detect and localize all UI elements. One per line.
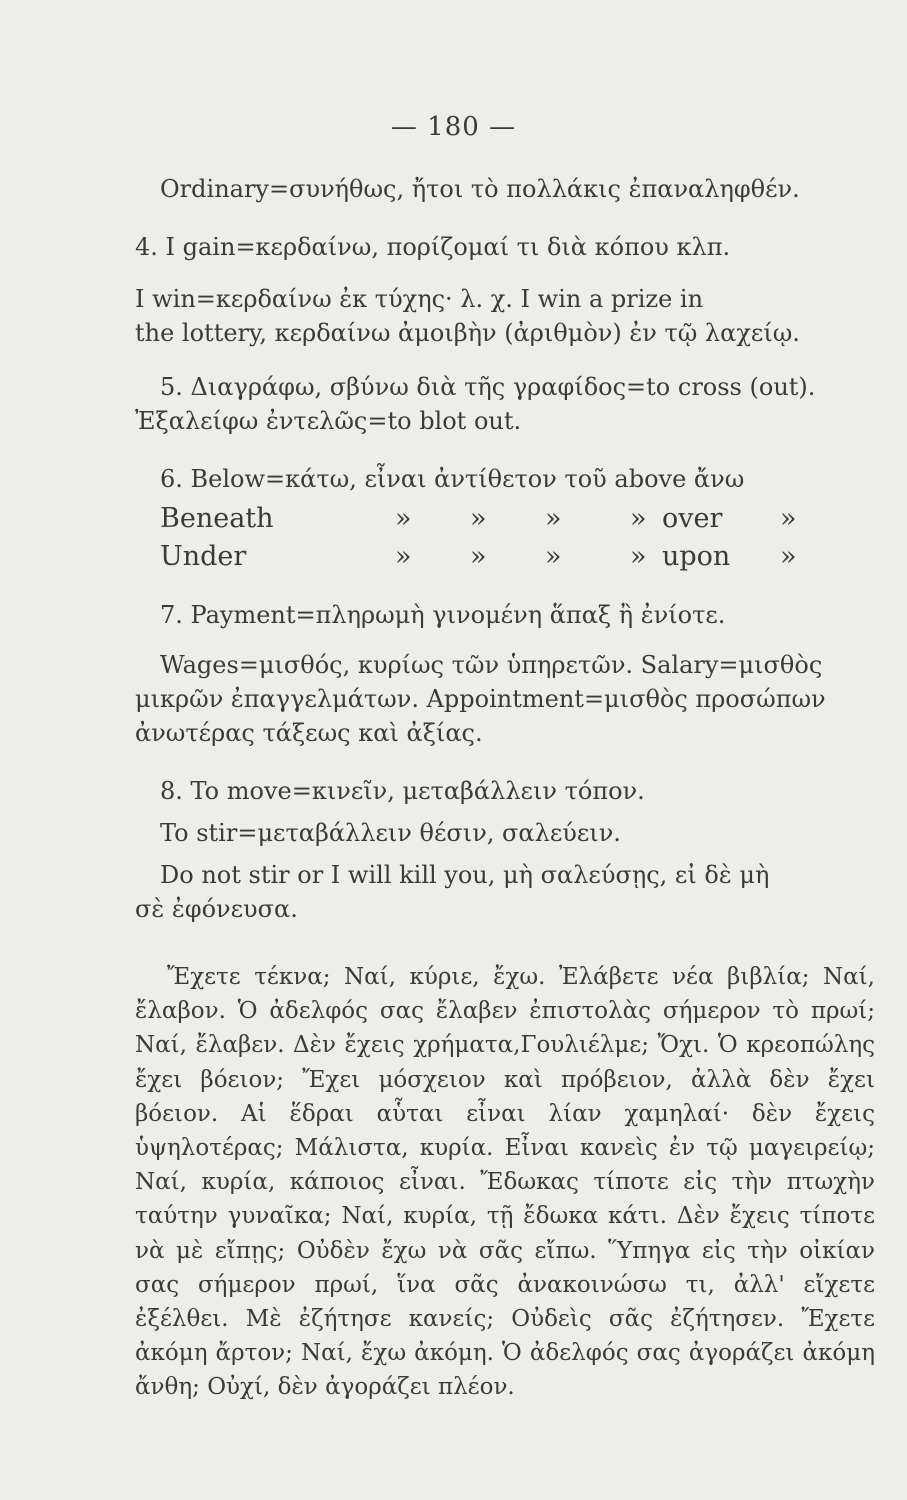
ditto-mark: » <box>470 541 487 572</box>
line-win: I win=κερδαίνω ἐκ τύχης· λ. χ. I win a prize in <box>135 285 704 313</box>
page-number: — 180 — <box>390 112 517 142</box>
line-gain: 4. I gain=κερδαίνω, πορίζομαί τι διὰ κόπου κλπ. <box>135 233 731 261</box>
ditto-mark: » <box>630 541 647 572</box>
exercise-paragraph <box>135 960 875 1405</box>
ditto-mark: » <box>780 541 797 572</box>
ditto-mark: » <box>545 541 562 572</box>
ditto-mark: » <box>545 503 562 534</box>
line-cross-out: 5. Διαγράφω, σβύνω διὰ τῆς γραφίδος=to cross (out). <box>160 373 816 401</box>
ditto-mark: » <box>395 541 412 572</box>
line-killed: σὲ ἐφόνευσα. <box>135 895 298 923</box>
word-cell: Under <box>160 541 247 572</box>
line-wages: Wages=μισθός, κυρίως τῶν ὑπηρετῶν. Salary=μισθὸς <box>160 651 823 679</box>
paragraph-text: Ἔχετε τέκνα; Ναί, κύριε, ἔχω. Ἐλάβετε νέα βιβλία; Ναί, ἔλαβον. Ὁ ἀδελφός σας ἔλαβεν ἐπιστολὰς σήμερον τὸ πρωί; Ναί, ἔλαβεν. Δὲν ἔχεις χρήματα,Γουλιέλμε; Ὄχι. Ὁ κρεοπώλης ἔχει βόειον; Ἔχει μόσχειον καὶ πρόβειον, ἀλλὰ δὲν ἔχει βόειον. Αἱ ἕδραι αὗται εἶναι λίαν χαμηλαί· δὲν ἔχεις ὑψηλοτέρας; Μάλιστα, κυρία. Εἶναι κανεὶς ἐν τῷ μαγειρείῳ; Ναί, κυρία, κάποιος εἶναι. Ἔδωκας τίποτε εἰς τὴν πτωχὴν ταύτην γυναῖκα; Ναί, κυρία, τῇ ἔδωκα κάτι. Δὲν ἔχεις τίποτε νὰ μὲ εἴπῃς; Οὐδὲν ἔχω νὰ σᾶς εἴπω. Ὕπηγα εἰς τὴν οἰκίαν σας σήμερον πρωί, ἵνα σᾶς ἀνακοινώσω τι, ἀλλ' εἴχετε ἐξέλθει. Μὲ ἐζήτησε κανείς; Οὐδεὶς σᾶς ἐζήτησεν. Ἔχετε ἀκόμη ἄρτον; Ναί, ἔχω ἀκόμη. Ὁ ἀδελφός σας ἀγοράζει ἀκόμη ἄνθη; Οὐχί, δὲν ἀγοράζει πλέον. <box>135 964 875 1401</box>
line-appointment: μικρῶν ἐπαγγελμάτων. Appointment=μισθὸς προσώπων <box>135 685 826 713</box>
line-ordinary: Ordinary=συνήθως, ἤτοι τὸ πολλάκις ἐπαναληφθέν. <box>160 175 800 203</box>
opposite-word: over <box>662 503 723 534</box>
word-cell: Beneath <box>160 503 274 534</box>
opposite-word: upon <box>662 541 731 572</box>
line-move: 8. To move=κινεῖν, μεταβάλλειν τόπον. <box>160 777 645 805</box>
line-lottery: the lottery, κερδαίνω ἀμοιβὴν (ἀριθμὸν) ἐν τῷ λαχείῳ. <box>135 319 800 347</box>
ditto-mark: » <box>470 503 487 534</box>
line-blot-out: Ἐξαλείφω ἐντελῶς=to blot out. <box>135 407 522 435</box>
line-below: 6. Below=κάτω, εἶναι ἀντίθετον τοῦ above ἄνω <box>160 465 745 493</box>
line-rank: ἀνωτέρας τάξεως καὶ ἀξίας. <box>135 719 483 747</box>
ditto-mark: » <box>630 503 647 534</box>
line-stir: To stir=μεταβάλλειν θέσιν, σαλεύειν. <box>160 819 621 847</box>
line-payment: 7. Payment=πληρωμὴ γινομένη ἅπαξ ἢ ἐνίοτε. <box>160 601 726 629</box>
ditto-mark: » <box>780 503 797 534</box>
ditto-mark: » <box>395 503 412 534</box>
line-do-not-stir: Do not stir or I will kill you, μὴ σαλεύσῃς, εἰ δὲ μὴ <box>160 861 770 889</box>
